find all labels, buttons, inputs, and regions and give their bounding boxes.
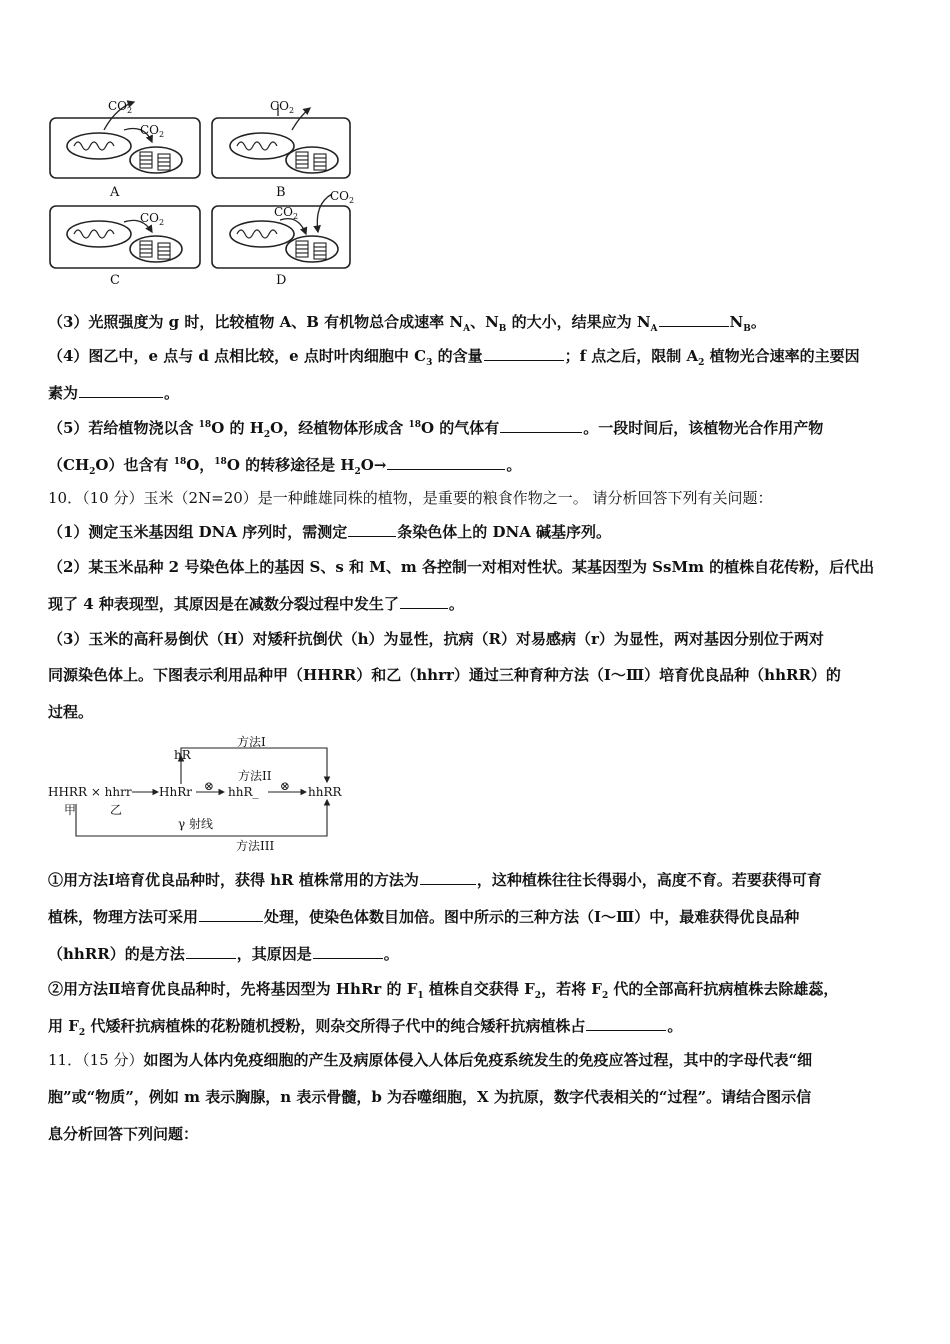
answer-blank[interactable] bbox=[79, 383, 163, 398]
q10-part2-line2: 现了 4 种表现型，其原因是在减数分裂过程中发生了 。 bbox=[48, 595, 464, 613]
self-cross-icon: ⊗ bbox=[204, 779, 215, 793]
answer-blank[interactable] bbox=[484, 346, 564, 361]
parent-jia-label: 甲 bbox=[64, 803, 77, 817]
f1-label: HhRr bbox=[159, 785, 192, 799]
answer-blank[interactable] bbox=[186, 944, 236, 959]
answer-blank[interactable] bbox=[400, 594, 448, 609]
co2-sub: 2 bbox=[349, 196, 355, 205]
q11-line1: 11．（15 分）如图为人体内免疫细胞的产生及病原体侵入人体后免疫系统发生的免疫应答过程，其中的字母代表“细 bbox=[48, 1051, 813, 1069]
parents-cross-label: HHRR × hhrr bbox=[48, 785, 132, 799]
answer-blank[interactable] bbox=[586, 1016, 666, 1031]
svg-text:CO2 bbox=[270, 99, 294, 115]
q10-part1: （1）测定玉米基因组 DNA 序列时，需测定 条染色体上的 DNA 碱基序列。 bbox=[48, 523, 612, 541]
q9-part4-line2: 素为 。 bbox=[48, 384, 180, 402]
svg-text:CO2 bbox=[274, 205, 298, 221]
parent-yi-label: 乙 bbox=[110, 803, 123, 817]
co2-label: CO bbox=[140, 211, 160, 225]
q10-c2-line1: ②用方法Ⅱ培育优良品种时，先将基因型为 HhRr 的 $F_1$ 植株自交获得 $F_2$，若将 $F_2$ 代的全部高秆抗病植株去除雄蕊， bbox=[48, 980, 839, 1001]
answer-blank[interactable] bbox=[348, 522, 396, 537]
breeding-methods-diagram bbox=[44, 734, 354, 852]
co2-label: CO bbox=[140, 123, 160, 137]
q9-part3: （3）光照强度为 g 时，比较植物 A、B 有机物总合成速率 $N_A$、$N_B$ 的大小，结果应为 $N_A$ $N_B$。 bbox=[48, 313, 766, 334]
q11-line2: 胞”或“物质”，例如 m 表示胸腺，n 表示骨髓，b 为吞噬细胞，X 为抗原，数字代表相关的“过程”。请结合图示信 bbox=[48, 1088, 812, 1106]
cell-label-a: A bbox=[110, 185, 120, 200]
svg-text:CO2 bbox=[140, 211, 164, 227]
self-cross-icon: ⊗ bbox=[280, 779, 291, 793]
answer-blank[interactable] bbox=[313, 944, 383, 959]
method3-label: 方法III bbox=[236, 839, 275, 852]
cell-label-c: C bbox=[110, 273, 120, 288]
co2-sub: 2 bbox=[127, 106, 133, 115]
q9-part5-line1: （5）若给植物浇以含 $^{18}$O 的 $H_2O$，经植物体形成含 $^{18}$O 的气体有 。一段时间后，该植物光合作用产物 bbox=[48, 419, 824, 440]
q10-part3-line1: （3）玉米的高秆易倒伏（H）对矮秆抗倒伏（h）为显性，抗病（R）对易感病（r）为显性，两对基因分别位于两对 bbox=[48, 630, 824, 648]
cell-diagram-figure bbox=[44, 94, 374, 290]
method2-label: 方法II bbox=[238, 769, 272, 783]
q10-part3-line3: 过程。 bbox=[48, 703, 94, 721]
q10-part2-line1: （2）某玉米品种 2 号染色体上的基因 S、s 和 M、m 各控制一对相对性状。某基因型为 SsMm 的植株自花传粉，后代出 bbox=[48, 558, 875, 576]
answer-blank[interactable] bbox=[659, 312, 729, 327]
method1-label: 方法I bbox=[237, 735, 266, 749]
svg-text:CO2 bbox=[330, 189, 354, 205]
q10-c1-line2: 植株，物理方法可采用 处理，使染色体数目加倍。图中所示的三种方法（Ⅰ～Ⅲ）中，最难获得优良品种 bbox=[48, 908, 800, 926]
q9-part4-line1: （4）图乙中，e 点与 d 点相比较，e 点时叶肉细胞中 $C_3$ 的含量 ；f 点之后，限制 $A_2$ 植物光合速率的主要因 bbox=[48, 347, 860, 368]
f2-label: hhR_ bbox=[228, 785, 259, 799]
co2-sub: 2 bbox=[289, 106, 295, 115]
q10-header: 10．（10 分）玉米（2N=20）是一种雌雄同株的植物，是重要的粮食作物之一。 请分析回答下列有关问题： bbox=[48, 489, 773, 507]
answer-blank[interactable] bbox=[199, 907, 263, 922]
q11-line3: 息分析回答下列问题： bbox=[48, 1125, 199, 1143]
q10-c2-line2: 用 $F_2$ 代矮秆抗病植株的花粉随机授粉，则杂交所得子代中的纯合矮秆抗病植株占 。 bbox=[48, 1017, 683, 1038]
answer-blank[interactable] bbox=[420, 870, 476, 885]
co2-label: CO bbox=[270, 99, 290, 113]
question-number: 11．（15 分） bbox=[48, 1051, 144, 1069]
co2-sub: 2 bbox=[293, 212, 299, 221]
svg-text:CO2 bbox=[140, 123, 164, 139]
target-label: hhRR bbox=[308, 785, 342, 799]
q10-c1-line3: （hhRR）的是方法 ，其原因是 。 bbox=[48, 945, 399, 963]
hR-label: hR bbox=[174, 748, 191, 762]
co2-sub: 2 bbox=[159, 130, 165, 139]
svg-text:CO2 bbox=[108, 99, 132, 115]
answer-blank[interactable] bbox=[500, 418, 582, 433]
co2-sub: 2 bbox=[159, 218, 165, 227]
gamma-ray-label: γ 射线 bbox=[178, 817, 213, 831]
q10-c1-line1: ①用方法Ⅰ培育优良品种时，获得 hR 植株常用的方法为 ，这种植株往往长得弱小，高度不育。若要获得可育 bbox=[48, 871, 822, 889]
q9-part5-line2: $(CH_2O)$也含有 $^{18}$O，$^{18}$O 的转移途径是 $H_2O\to$ 。 bbox=[48, 456, 522, 477]
co2-label: CO bbox=[108, 99, 128, 113]
question-number: 10．（10 分） bbox=[48, 489, 144, 507]
cell-label-b: B bbox=[276, 185, 286, 200]
q10-part3-line2: 同源染色体上。下图表示利用品种甲（HHRR）和乙（hhrr）通过三种育种方法（Ⅰ～Ⅲ）培育优良品种（hhRR）的 bbox=[48, 666, 841, 684]
co2-label: CO bbox=[274, 205, 294, 219]
answer-blank[interactable] bbox=[387, 455, 505, 470]
grana-icon bbox=[140, 152, 170, 170]
co2-label: CO bbox=[330, 189, 350, 203]
cell-label-d: D bbox=[276, 273, 287, 288]
